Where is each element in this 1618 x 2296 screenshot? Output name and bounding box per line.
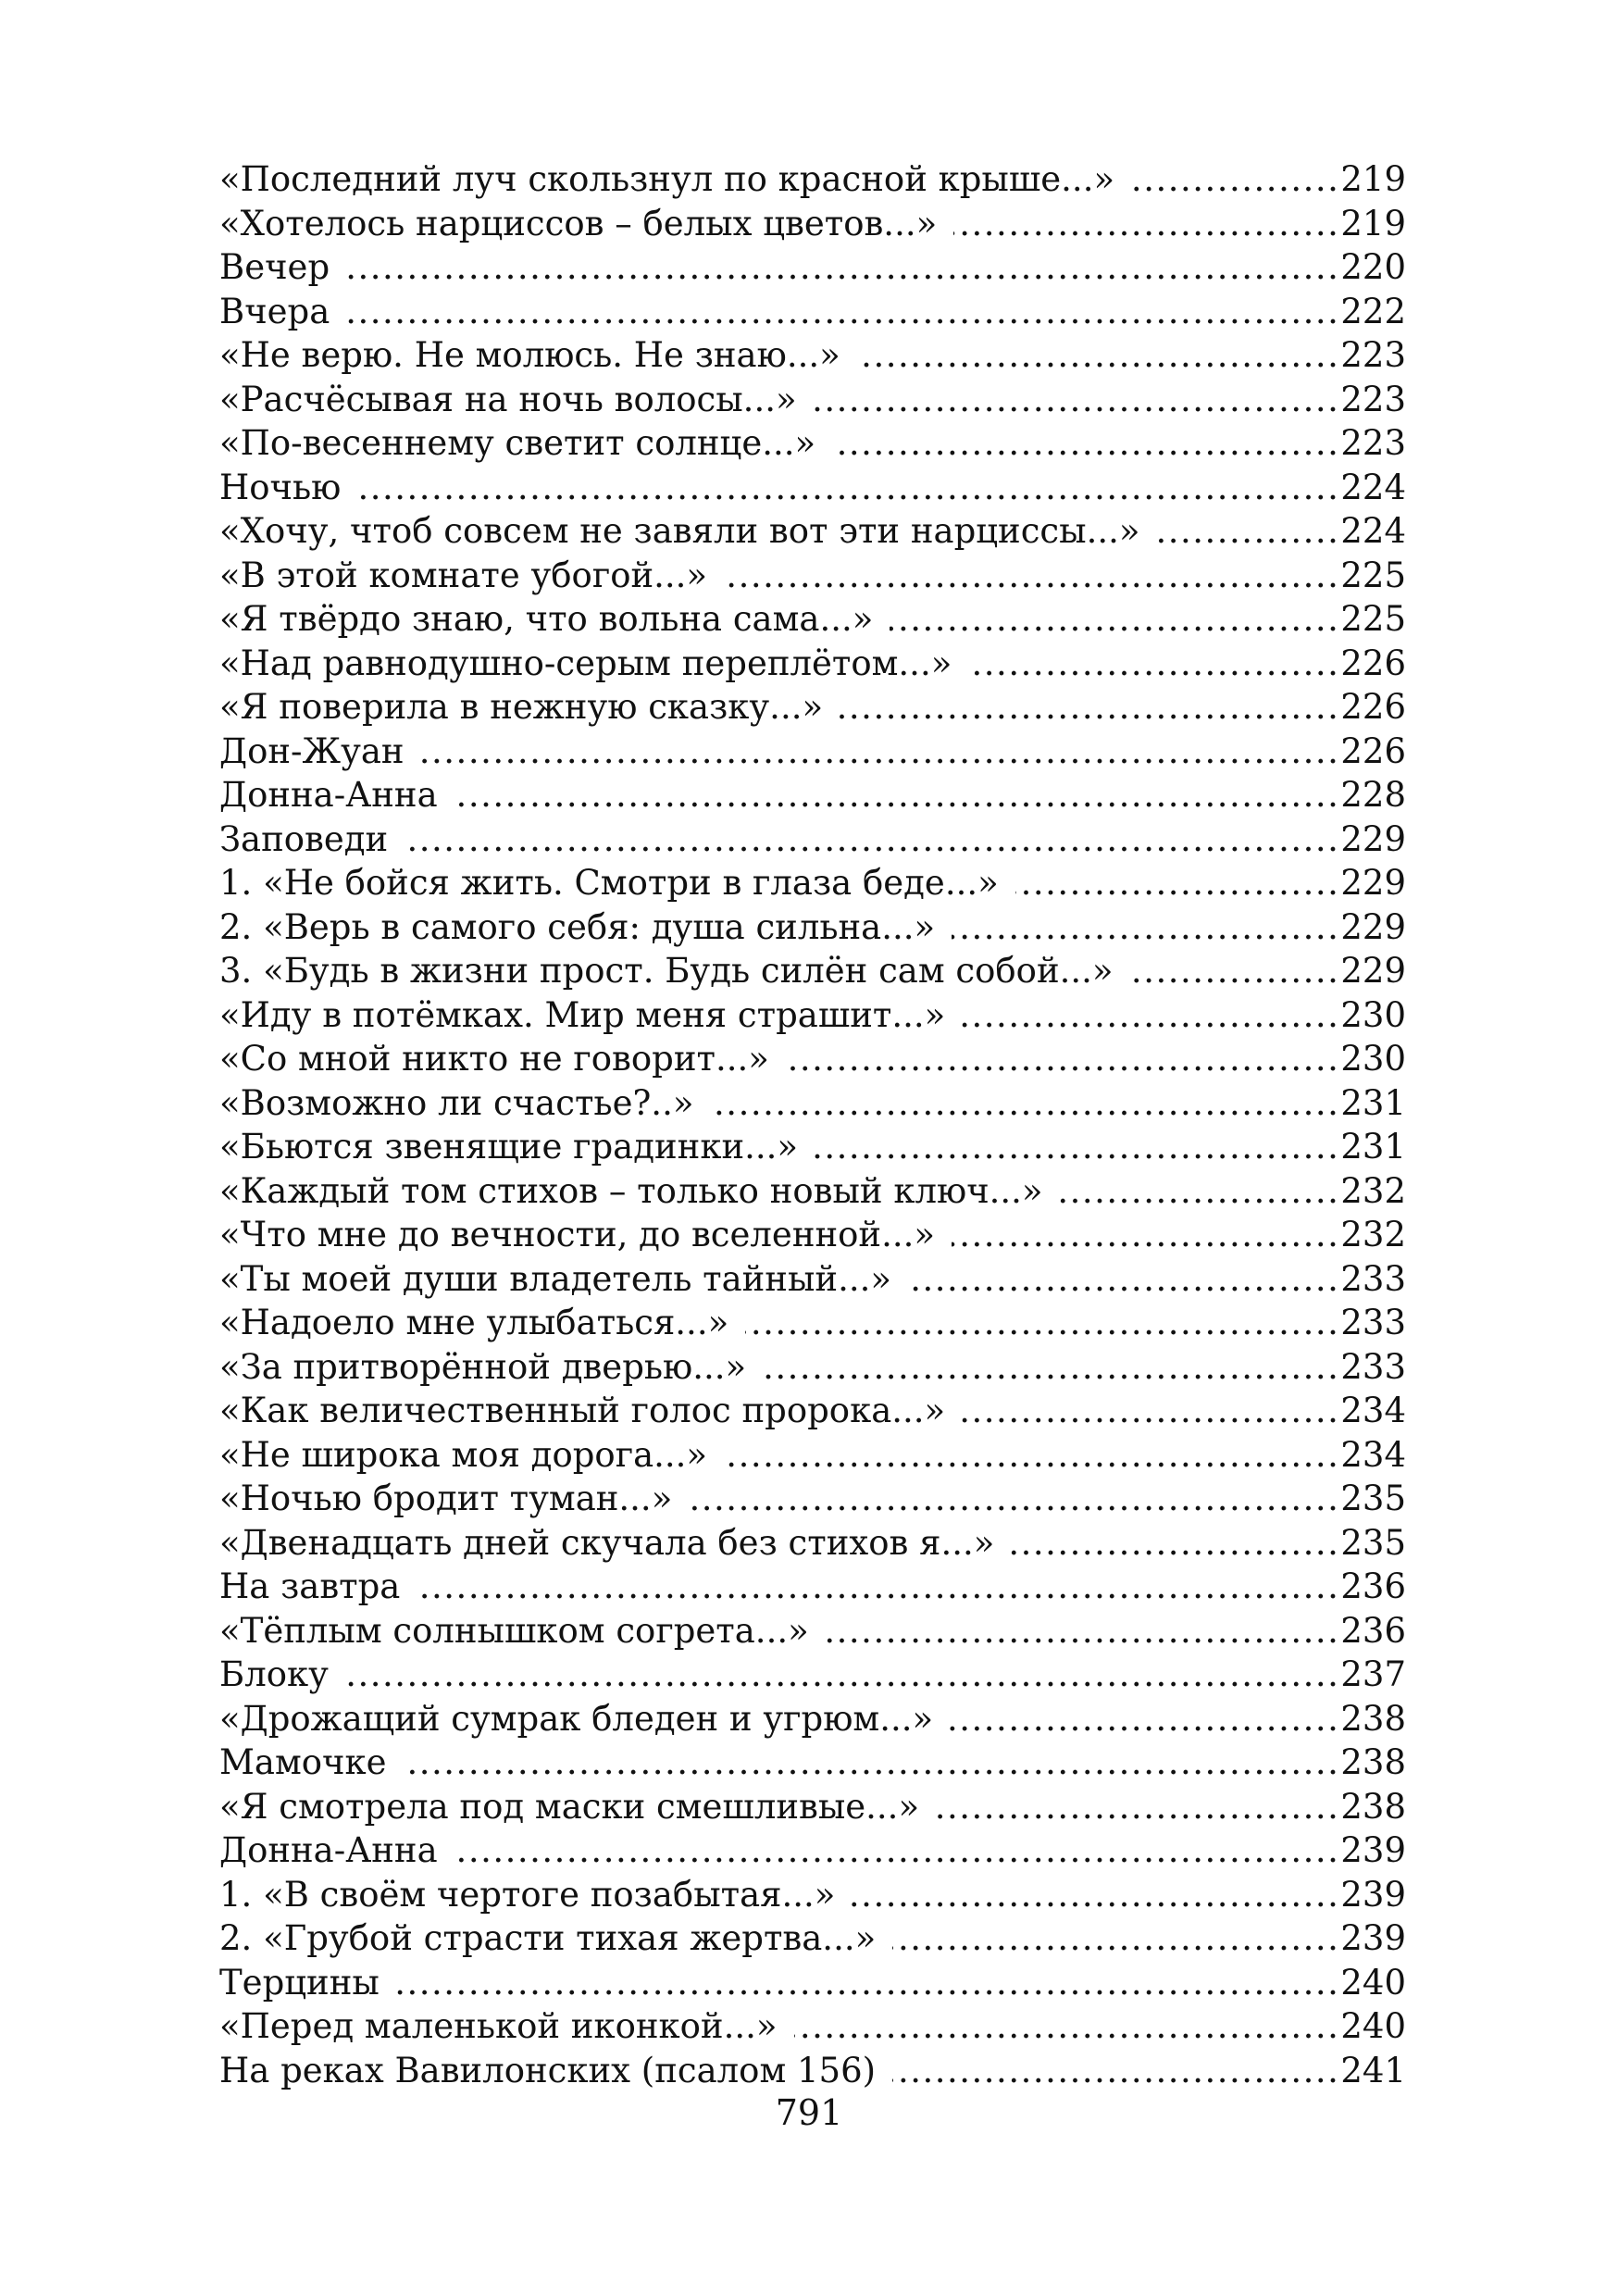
dot-leader bbox=[454, 773, 1340, 817]
toc-entry-title: «Как величественный голос пророка...» bbox=[219, 1391, 946, 1430]
toc-entry-title: «Ты моей души владетель тайный...» bbox=[219, 1258, 891, 1299]
dot-leader bbox=[794, 2004, 1340, 2049]
toc-entry-page-number: 219 bbox=[1340, 159, 1406, 199]
dot-leader bbox=[814, 378, 1340, 422]
toc-entry-page-number: 223 bbox=[1340, 379, 1406, 419]
toc-entry-page-number: 226 bbox=[1340, 730, 1406, 771]
toc-entry-title: Терцины bbox=[219, 1962, 380, 2003]
toc-entry bbox=[219, 202, 1406, 246]
toc-entry bbox=[219, 1389, 1406, 1433]
toc-entry-title: Донна-Анна bbox=[219, 1830, 438, 1870]
dot-leader bbox=[892, 2049, 1339, 2093]
dot-leader bbox=[396, 1961, 1340, 2005]
toc-entry bbox=[219, 421, 1406, 466]
toc-entry-page-number: 224 bbox=[1340, 467, 1406, 507]
toc-entry-title: «Хотелось нарциссов – белых цветов...» bbox=[219, 203, 938, 243]
dot-leader bbox=[745, 1301, 1339, 1345]
toc-entry-page-number: 238 bbox=[1340, 1742, 1406, 1782]
toc-entry-title: «Я поверила в нежную сказку...» bbox=[219, 687, 824, 727]
toc-entry-title: Ночью bbox=[219, 467, 342, 507]
dot-leader bbox=[417, 1565, 1339, 1609]
toc-entry bbox=[219, 1257, 1406, 1302]
dot-leader bbox=[1131, 157, 1339, 202]
toc-entry-title: Вчера bbox=[219, 291, 330, 331]
toc-entry-page-number: 239 bbox=[1340, 1874, 1406, 1915]
toc-entry bbox=[219, 1081, 1406, 1126]
toc-entry bbox=[219, 642, 1406, 686]
toc-entry bbox=[219, 597, 1406, 642]
toc-entry-title: Вечер bbox=[219, 247, 330, 287]
dot-leader bbox=[689, 1477, 1339, 1521]
toc-entry bbox=[219, 245, 1406, 290]
toc-entry bbox=[219, 290, 1406, 334]
toc-entry bbox=[219, 378, 1406, 422]
dot-leader bbox=[1130, 949, 1340, 993]
toc-entry-page-number: 232 bbox=[1340, 1170, 1406, 1211]
toc-entry-title: На реках Вавилонских (псалом 156) bbox=[219, 2050, 877, 2090]
toc-entry bbox=[219, 993, 1406, 1038]
toc-entry bbox=[219, 1477, 1406, 1521]
dot-leader bbox=[1015, 861, 1340, 905]
toc-entry-title: 2. «Грубой страсти тихая жертва...» bbox=[219, 1918, 877, 1958]
toc-entry bbox=[219, 1916, 1406, 1961]
toc-entry-page-number: 229 bbox=[1340, 863, 1406, 903]
toc-entry-page-number: 222 bbox=[1340, 291, 1406, 331]
toc-entry-page-number: 228 bbox=[1340, 775, 1406, 815]
toc-entry-page-number: 231 bbox=[1340, 1127, 1406, 1167]
dot-leader bbox=[357, 466, 1339, 510]
toc-entry-title: «Не широка моя дорога...» bbox=[219, 1434, 708, 1475]
toc-entry bbox=[219, 730, 1406, 774]
toc-entry bbox=[219, 554, 1406, 598]
toc-entry bbox=[219, 1433, 1406, 1478]
dot-leader bbox=[840, 685, 1339, 730]
toc-entry-page-number: 236 bbox=[1340, 1610, 1406, 1651]
dot-leader bbox=[1060, 1169, 1340, 1214]
toc-entry bbox=[219, 817, 1406, 862]
toc-entry-title: «Ночью бродит туман...» bbox=[219, 1479, 673, 1518]
toc-entry-title: «Двенадцать дней скучала без стихов я...» bbox=[219, 1522, 995, 1563]
dot-leader bbox=[346, 245, 1339, 290]
toc-entry bbox=[219, 1169, 1406, 1214]
toc-entry bbox=[219, 861, 1406, 905]
toc-entry-page-number: 233 bbox=[1340, 1346, 1406, 1387]
toc-entry-title: Донна-Анна bbox=[219, 775, 438, 815]
toc-entry-page-number: 232 bbox=[1340, 1215, 1406, 1254]
toc-entry-page-number: 226 bbox=[1340, 687, 1406, 727]
dot-leader bbox=[852, 1873, 1339, 1917]
dot-leader bbox=[832, 421, 1339, 466]
toc-entry-title: «Со мной никто не говорит...» bbox=[219, 1039, 769, 1079]
toc-entry bbox=[219, 905, 1406, 950]
toc-entry-page-number: 223 bbox=[1340, 423, 1406, 463]
toc-entry bbox=[219, 1873, 1406, 1917]
toc-entry-title: «Я твёрдо знаю, что вольна сама...» bbox=[219, 599, 874, 639]
toc-entry-page-number: 230 bbox=[1340, 994, 1406, 1035]
dot-leader bbox=[1011, 1521, 1339, 1566]
toc-entry-title: «Каждый том стихов – только новый ключ...» bbox=[219, 1170, 1043, 1211]
toc-entry-page-number: 240 bbox=[1340, 1962, 1406, 2003]
toc-entry-title: «Дрожащий сумрак бледен и угрюм...» bbox=[219, 1698, 934, 1739]
toc-entry-page-number: 225 bbox=[1340, 555, 1406, 595]
toc-entry bbox=[219, 1653, 1406, 1697]
dot-leader bbox=[786, 1037, 1339, 1081]
dot-leader bbox=[968, 642, 1339, 686]
toc-entry-page-number: 235 bbox=[1340, 1479, 1406, 1518]
dot-leader bbox=[953, 202, 1339, 246]
toc-entry-page-number: 235 bbox=[1340, 1522, 1406, 1563]
toc-entry bbox=[219, 1521, 1406, 1566]
toc-entry bbox=[219, 1037, 1406, 1081]
toc-entry-title: 1. «Не бойся жить. Смотри в глаза беде...» bbox=[219, 863, 999, 903]
dot-leader bbox=[857, 333, 1340, 378]
toc-entry-page-number: 226 bbox=[1340, 643, 1406, 683]
toc-entry bbox=[219, 773, 1406, 817]
toc-entry-title: Блоку bbox=[219, 1654, 329, 1694]
toc-entry-title: Мамочке bbox=[219, 1742, 387, 1782]
dot-leader bbox=[908, 1257, 1339, 1302]
toc-entry-title: «Перед маленькой иконкой...» bbox=[219, 2006, 778, 2046]
toc-entry bbox=[219, 509, 1406, 554]
dot-leader bbox=[1157, 509, 1340, 554]
toc-entry-page-number: 230 bbox=[1340, 1039, 1406, 1079]
toc-entry-page-number: 234 bbox=[1340, 1434, 1406, 1475]
toc-entry-title: «Расчёсывая на ночь волосы...» bbox=[219, 379, 797, 419]
toc-entry-page-number: 240 bbox=[1340, 2006, 1406, 2046]
toc-entry-page-number: 239 bbox=[1340, 1918, 1406, 1958]
toc-entry-page-number: 233 bbox=[1340, 1258, 1406, 1299]
toc-entry-page-number: 223 bbox=[1340, 335, 1406, 375]
dot-leader bbox=[952, 1213, 1339, 1257]
toc-entry bbox=[219, 1345, 1406, 1390]
toc-entry bbox=[219, 1785, 1406, 1829]
toc-entry-page-number: 239 bbox=[1340, 1830, 1406, 1870]
toc-entry-page-number: 224 bbox=[1340, 511, 1406, 551]
dot-leader bbox=[815, 1125, 1339, 1169]
toc-entry-page-number: 233 bbox=[1340, 1303, 1406, 1342]
toc-entry-title: «Возможно ли счастье?..» bbox=[219, 1082, 694, 1123]
toc-entry bbox=[219, 1697, 1406, 1741]
dot-leader bbox=[421, 730, 1340, 774]
toc-entry bbox=[219, 2049, 1406, 2093]
dot-leader bbox=[950, 1697, 1339, 1741]
dot-leader bbox=[345, 1653, 1340, 1697]
toc-entry bbox=[219, 1741, 1406, 1785]
dot-leader bbox=[892, 1916, 1339, 1961]
toc-entry bbox=[219, 1301, 1406, 1345]
toc-entry-page-number: 236 bbox=[1340, 1566, 1406, 1606]
dot-leader bbox=[952, 905, 1339, 950]
toc-entry bbox=[219, 466, 1406, 510]
toc-entry-title: «Над равнодушно-серым переплётом...» bbox=[219, 643, 952, 683]
dot-leader bbox=[724, 1433, 1339, 1478]
toc-entry-title: «По-весеннему светит солнце...» bbox=[219, 423, 816, 463]
toc-entry-title: Дон-Жуан bbox=[219, 730, 404, 771]
toc-entry-page-number: 241 bbox=[1340, 2050, 1406, 2090]
toc-entry-page-number: 238 bbox=[1340, 1786, 1406, 1827]
toc-entry-title: «Последний луч скользнул по красной крыше...» bbox=[219, 159, 1115, 199]
toc-entry-page-number: 219 bbox=[1340, 203, 1406, 243]
toc-entry bbox=[219, 1609, 1406, 1653]
dot-leader bbox=[936, 1785, 1339, 1829]
toc-entry bbox=[219, 1213, 1406, 1257]
dot-leader bbox=[962, 993, 1339, 1038]
dot-leader bbox=[710, 1081, 1339, 1126]
dot-leader bbox=[403, 1741, 1339, 1785]
toc-entry bbox=[219, 1565, 1406, 1609]
dot-leader bbox=[890, 597, 1339, 642]
toc-entry-title: «Бьются звенящие градинки...» bbox=[219, 1127, 799, 1167]
toc-entry-page-number: 220 bbox=[1340, 247, 1406, 287]
dot-leader bbox=[826, 1609, 1340, 1653]
toc-entry-page-number: 238 bbox=[1340, 1698, 1406, 1739]
toc-entry-page-number: 225 bbox=[1340, 599, 1406, 639]
toc-entry-page-number: 237 bbox=[1340, 1654, 1406, 1694]
dot-leader bbox=[404, 817, 1339, 862]
toc-entry-title: «За притворённой дверью...» bbox=[219, 1346, 747, 1387]
toc-entry bbox=[219, 2004, 1406, 2049]
dot-leader bbox=[346, 290, 1339, 334]
toc-entry-title: «Иду в потёмках. Мир меня страшит...» bbox=[219, 994, 946, 1035]
toc-entry bbox=[219, 685, 1406, 730]
toc-entry-title: «Надоело мне улыбаться...» bbox=[219, 1303, 729, 1342]
toc-entry bbox=[219, 949, 1406, 993]
toc-entry bbox=[219, 1961, 1406, 2005]
toc-entry bbox=[219, 333, 1406, 378]
toc-entry-title: «В этой комнате убогой...» bbox=[219, 555, 708, 595]
toc-entry-title: 1. «В своём чертоге позабытая...» bbox=[219, 1874, 836, 1915]
toc-entry-title: «Что мне до вечности, до вселенной...» bbox=[219, 1215, 936, 1254]
toc-entry-title: «Не верю. Не молюсь. Не знаю...» bbox=[219, 335, 840, 375]
page-number: 791 bbox=[775, 2092, 843, 2133]
dot-leader bbox=[454, 1828, 1340, 1873]
toc-entry-page-number: 229 bbox=[1340, 906, 1406, 947]
toc-entry-title: На завтра bbox=[219, 1566, 401, 1606]
toc-entry-title: «Хочу, чтоб совсем не завяли вот эти нарциссы...» bbox=[219, 511, 1140, 551]
toc-entry bbox=[219, 157, 1406, 202]
toc-entry-title: 2. «Верь в самого себя: душа сильна...» bbox=[219, 906, 936, 947]
dot-leader bbox=[763, 1345, 1339, 1390]
toc-entry-title: Заповеди bbox=[219, 818, 389, 859]
toc-entry-page-number: 229 bbox=[1340, 951, 1406, 991]
toc-entry-title: 3. «Будь в жизни прост. Будь силён сам собой...» bbox=[219, 951, 1114, 991]
toc-entry bbox=[219, 1828, 1406, 1873]
table-of-contents bbox=[219, 157, 1406, 2092]
toc-entry-page-number: 234 bbox=[1340, 1391, 1406, 1430]
toc-entry-page-number: 231 bbox=[1340, 1082, 1406, 1123]
toc-entry bbox=[219, 1125, 1406, 1169]
toc-entry-page-number: 229 bbox=[1340, 818, 1406, 859]
dot-leader bbox=[724, 554, 1339, 598]
dot-leader bbox=[962, 1389, 1339, 1433]
toc-entry-title: «Я смотрела под маски смешливые...» bbox=[219, 1786, 920, 1827]
toc-entry-title: «Тёплым солнышком согрета...» bbox=[219, 1610, 809, 1651]
